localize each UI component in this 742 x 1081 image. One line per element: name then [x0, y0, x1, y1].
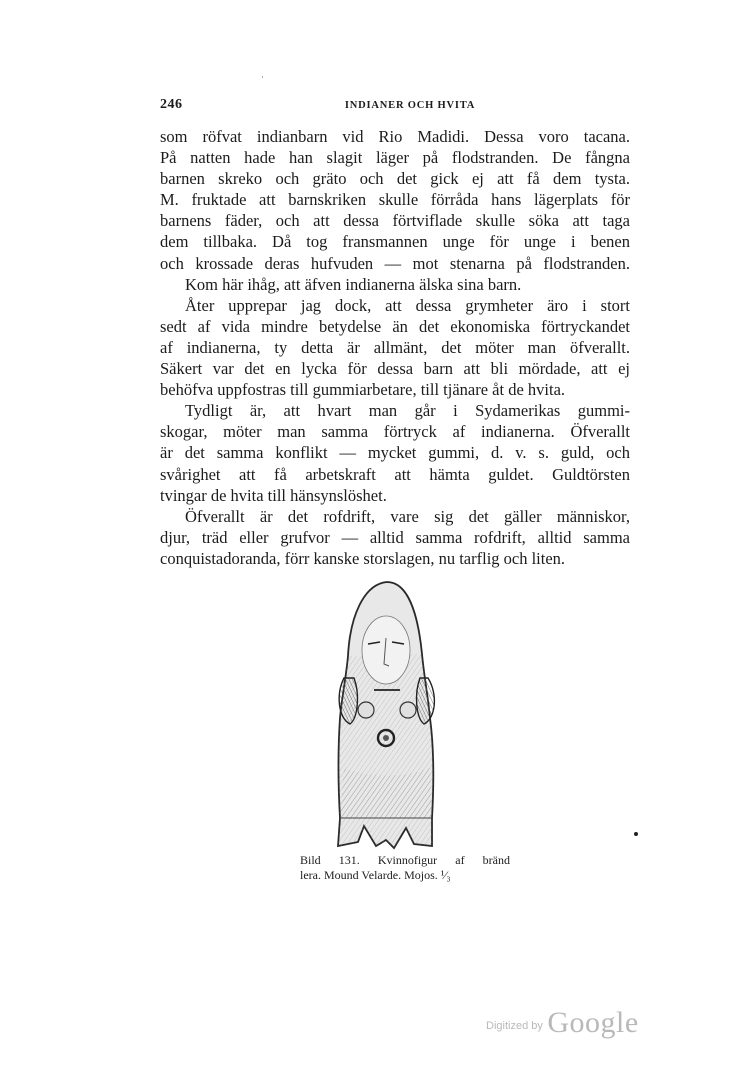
clay-figurine-illustration	[328, 578, 446, 850]
page-number: 246	[160, 97, 183, 112]
text-line: Tydligt är, att hvart man går i Sydamerikas gummi-	[185, 401, 630, 421]
text-line: barnens fäder, och att dessa förtviflade skulle söka att taga	[160, 211, 630, 231]
text-line: Kom här ihåg, att äfven indianerna älska sina barn.	[185, 274, 522, 294]
google-logo: Google	[547, 1006, 639, 1039]
caption-line: lera. Mound Velarde. Mojos. ¹⁄₃	[300, 868, 451, 882]
text-line: skogar, möter man samma förtryck af indianerna. Öfverallt	[160, 422, 630, 442]
scan-speck	[262, 76, 263, 78]
text-line: är det samma konflikt — mycket gummi, d. v. s. guld, och	[160, 443, 630, 463]
text-line: och krossade deras hufvuden — mot stenarna på flodstranden.	[160, 253, 630, 273]
text-line: af indianerna, ty detta är allmänt, det möter man öfverallt.	[160, 337, 630, 357]
text-line: På natten hade han slagit läger på flodstranden. De fångna	[160, 148, 630, 168]
text-line: dem tillbaka. Då tog fransmannen unge för unge i benen	[160, 232, 630, 252]
text-line: Säkert var det en lycka för dessa barn att bli mördade, att ej	[160, 359, 630, 379]
text-line: sedt af vida mindre betydelse än det ekonomiska förtryckandet	[160, 316, 630, 336]
text-line: Åter upprepar jag dock, att dessa grymheter äro i stort	[185, 295, 630, 315]
digitized-by-google-watermark	[486, 1006, 639, 1040]
text-line: behöfva uppfostras till gummiarbetare, till tjänare åt de hvita.	[160, 380, 566, 400]
caption-line: Bild 131. Kvinnofigur af bränd	[300, 853, 510, 867]
text-line: Öfverallt är det rofdrift, vare sig det gäller människor,	[185, 506, 630, 526]
text-line: barnen skreko och gräto och det gick ej att få dem tysta.	[160, 169, 630, 189]
watermark-prefix: Digitized by	[486, 1020, 543, 1032]
text-line: djur, träd eller grufvor — alltid samma rofdrift, alltid samma	[160, 527, 630, 547]
text-line: tvingar de hvita till hänsynslöshet.	[160, 485, 387, 505]
text-line: M. fruktade att barnskriken skulle förråda hans lägerplats för	[160, 190, 630, 210]
scan-speck	[634, 832, 638, 836]
text-line: conquistadoranda, förr kanske storslagen, nu tarflig och liten.	[160, 548, 566, 568]
running-title: INDIANER OCH HVITA	[344, 100, 476, 111]
text-line: som röfvat indianbarn vid Rio Madidi. Dessa voro tacana.	[160, 127, 630, 146]
text-line: svårighet att få arbetskraft att hämta guldet. Guldtörsten	[160, 464, 630, 484]
figure-caption	[300, 853, 510, 883]
body-text	[160, 126, 630, 569]
